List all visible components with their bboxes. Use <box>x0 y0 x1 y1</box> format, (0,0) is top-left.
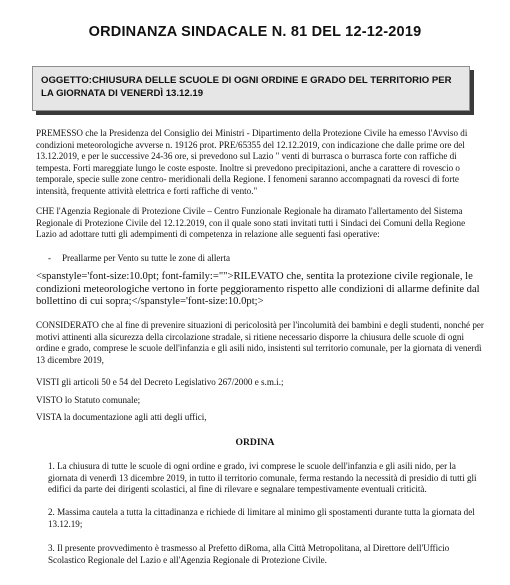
premesso-paragraph: PREMESSO che la Presidenza del Consiglio dei Ministri - Dipartimento della Protezione Civile ha emesso l'Avviso di condizioni meteorologiche avverse n. 19126 prot. PRE/65355 del 12.12.2019, con indicazione che dalle prime ore del 13.12.2019, e per le successive 24-36 ore, si prevedono sul Lazio " venti di burrasca o burrasca forte con raffiche di tempesta. Forti mareggiate lungo le coste esposte. Inoltre si prevedono precipitazioni, anche a carattere di rovescio o temporale, specie sulle zone centro- meridionali della Regione. I fenomeni saranno accompagnati da rovesci di forte intensità, frequente attività elettrica e forti raffiche di vento." <box>36 128 468 196</box>
ordina-heading: ORDINA <box>235 437 275 448</box>
subject-box: OGGETTO:CHIUSURA DELLE SCUOLE DI OGNI ORDINE E GRADO DEL TERRITORIO PER LA GIORNATA DI VENERDÌ 13.12.19 <box>32 66 470 111</box>
visto-paragraph: VISTO lo Statuto comunale; <box>36 395 141 405</box>
visti-paragraph: VISTI gli articoli 50 e 54 del Decreto Legislativo 267/2000 e s.m.i.; <box>36 377 284 387</box>
order-item-2: 2. Massima cautela a tutta la cittadinanza e richiede di limitare al minimo gli spostamenti durante tutta la giornata del 13.12.19; <box>48 507 475 529</box>
document-title: ORDINANZA SINDACALE N. 81 DEL 12-12-2019 <box>88 24 422 40</box>
order-item-3: 3. Il presente provvedimento è trasmesso al Prefetto diRoma, alla Città Metropolitana, al Direttore dell'Ufficio Scolastico Regionale del Lazio e all'Agenzia Regionale di Protezione Civile. <box>48 543 450 565</box>
vista-paragraph: VISTA la documentazione agli atti degli uffici, <box>36 412 207 422</box>
considerato-paragraph: CONSIDERATO che al fine di prevenire situazioni di pericolosità per l'incolumità dei bambini e degli studenti, nonché per motivi attinenti alla sicurezza della circolazione stradale, si ritiene necessario disporre la chiusura delle scuole di ogni ordine e grado, comprese le scuole dell'infanzia e gli asili nido, insistenti sul territorio comunale, per la giornata di venerdì 13 dicembre 2019, <box>36 320 484 365</box>
bullet-item: Preallarme per Vento su tutte le zone di allerta <box>62 253 231 263</box>
order-item-1: 1. La chiusura di tutte le scuole di ogni ordine e grado, ivi comprese le scuole dell'infanzia e gli asili nido, per la giornata di venerdì 13 dicembre 2019, in tutto il territorio comunale, ferma restando la necessità di presidio di tutti gli edifici da parte dei dirigenti scolastici, al fine di rilevare e segnalare tempestivamente eventuali criticità. <box>48 461 477 495</box>
bullet-marker: - <box>48 253 52 263</box>
che-paragraph: CHE l'Agenzia Regionale di Protezione Civile – Centro Funzionale Regionale ha diramato l'allertamento del Sistema Regionale di Protezione Civile del 12.12.2019, con il quale sono stati invitati tutti i Sindaci dei Comuni della Regione Lazio ad adottare tutti gli adempimenti di competenza in relazione alle seguenti fasi operative: <box>36 206 466 240</box>
rilevato-paragraph: <spanstyle='font-size:10.0pt; font-family:="">RILEVATO che, sentita la protezione civile regionale, le condizioni meteorologiche vertono in forte peggioramento rispetto alle condizioni di allarme definite dal bollettino di cui sopra;</spanstyle='font-size:10.0pt;> <box>36 271 480 308</box>
